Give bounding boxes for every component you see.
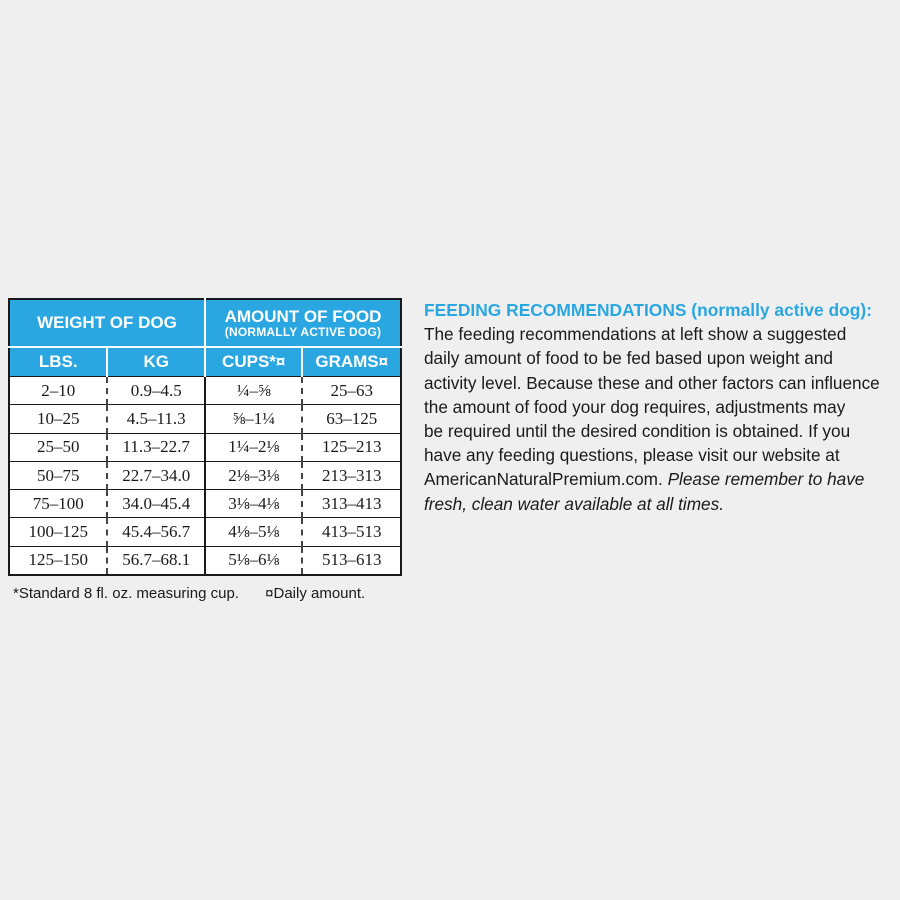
col-header-grams: GRAMS¤ [302, 347, 401, 377]
description-line: be required until the desired condition is obtained. If you [424, 421, 851, 442]
col-header-cups: CUPS*¤ [205, 347, 302, 377]
table-row [9, 433, 401, 461]
col-header-kg: KG [107, 347, 204, 377]
cell-grams: 213–313 [302, 461, 401, 489]
table-column-header-row [9, 347, 401, 377]
description-line-italic [424, 492, 890, 516]
cell-cups: ¼–⅝ [205, 377, 302, 405]
cell-cups: 3⅛–4⅛ [205, 490, 302, 518]
description-line: daily amount of food to be fed based upon weight and [424, 348, 833, 369]
cell-lbs: 25–50 [9, 433, 107, 461]
table-row [9, 461, 401, 489]
col-header-lbs: LBS. [9, 347, 107, 377]
water-reminder-part1: Please remember to have [667, 469, 865, 490]
cell-kg: 56.7–68.1 [107, 546, 204, 575]
website-url-text: AmericanNaturalPremium.com. [424, 469, 663, 490]
description-heading: FEEDING RECOMMENDATIONS (normally active dog): [424, 300, 873, 320]
header-weight-of-dog: WEIGHT OF DOG [9, 299, 205, 347]
cell-grams: 313–413 [302, 490, 401, 518]
table-row [9, 518, 401, 546]
table-group-header-row [9, 299, 401, 347]
table-footnotes [13, 585, 365, 602]
cell-lbs: 125–150 [9, 546, 107, 575]
feeding-table [8, 298, 402, 576]
cell-kg: 4.5–11.3 [107, 405, 204, 433]
table-row [9, 546, 401, 575]
cell-kg: 34.0–45.4 [107, 490, 204, 518]
description-line: have any feeding questions, please visit our website at [424, 445, 840, 466]
feeding-description [424, 298, 890, 516]
footnote-daily-amount: ¤Daily amount. [265, 585, 366, 602]
cell-cups: 2⅛–3⅛ [205, 461, 302, 489]
cell-cups: ⅝–1¼ [205, 405, 302, 433]
cell-lbs: 10–25 [9, 405, 107, 433]
cell-grams: 413–513 [302, 518, 401, 546]
cell-lbs: 2–10 [9, 377, 107, 405]
footnote-measuring-cup: *Standard 8 fl. oz. measuring cup. [13, 585, 239, 602]
cell-grams: 63–125 [302, 405, 401, 433]
cell-grams: 513–613 [302, 546, 401, 575]
cell-cups: 5⅛–6⅛ [205, 546, 302, 575]
water-reminder-part2: fresh, clean water available at all times. [424, 493, 724, 514]
table-row [9, 377, 401, 405]
cell-lbs: 100–125 [9, 518, 107, 546]
description-line: activity level. Because these and other factors can influence [424, 372, 880, 393]
cell-kg: 45.4–56.7 [107, 518, 204, 546]
description-line-url [424, 467, 890, 491]
cell-cups: 4⅛–5⅛ [205, 518, 302, 546]
cell-kg: 11.3–22.7 [107, 433, 204, 461]
cell-kg: 22.7–34.0 [107, 461, 204, 489]
cell-lbs: 50–75 [9, 461, 107, 489]
cell-grams: 125–213 [302, 433, 401, 461]
cell-grams: 25–63 [302, 377, 401, 405]
cell-cups: 1¼–2⅛ [205, 433, 302, 461]
header-amount-of-food [205, 299, 401, 347]
table-row [9, 490, 401, 518]
description-line: The feeding recommendations at left show a suggested [424, 324, 847, 345]
table-row [9, 405, 401, 433]
header-amount-title: AMOUNT OF FOOD [224, 306, 382, 326]
description-line: the amount of food your dog requires, adjustments may [424, 396, 846, 417]
header-amount-subtitle: (NORMALLY ACTIVE DOG) [224, 324, 382, 339]
cell-kg: 0.9–4.5 [107, 377, 204, 405]
cell-lbs: 75–100 [9, 490, 107, 518]
